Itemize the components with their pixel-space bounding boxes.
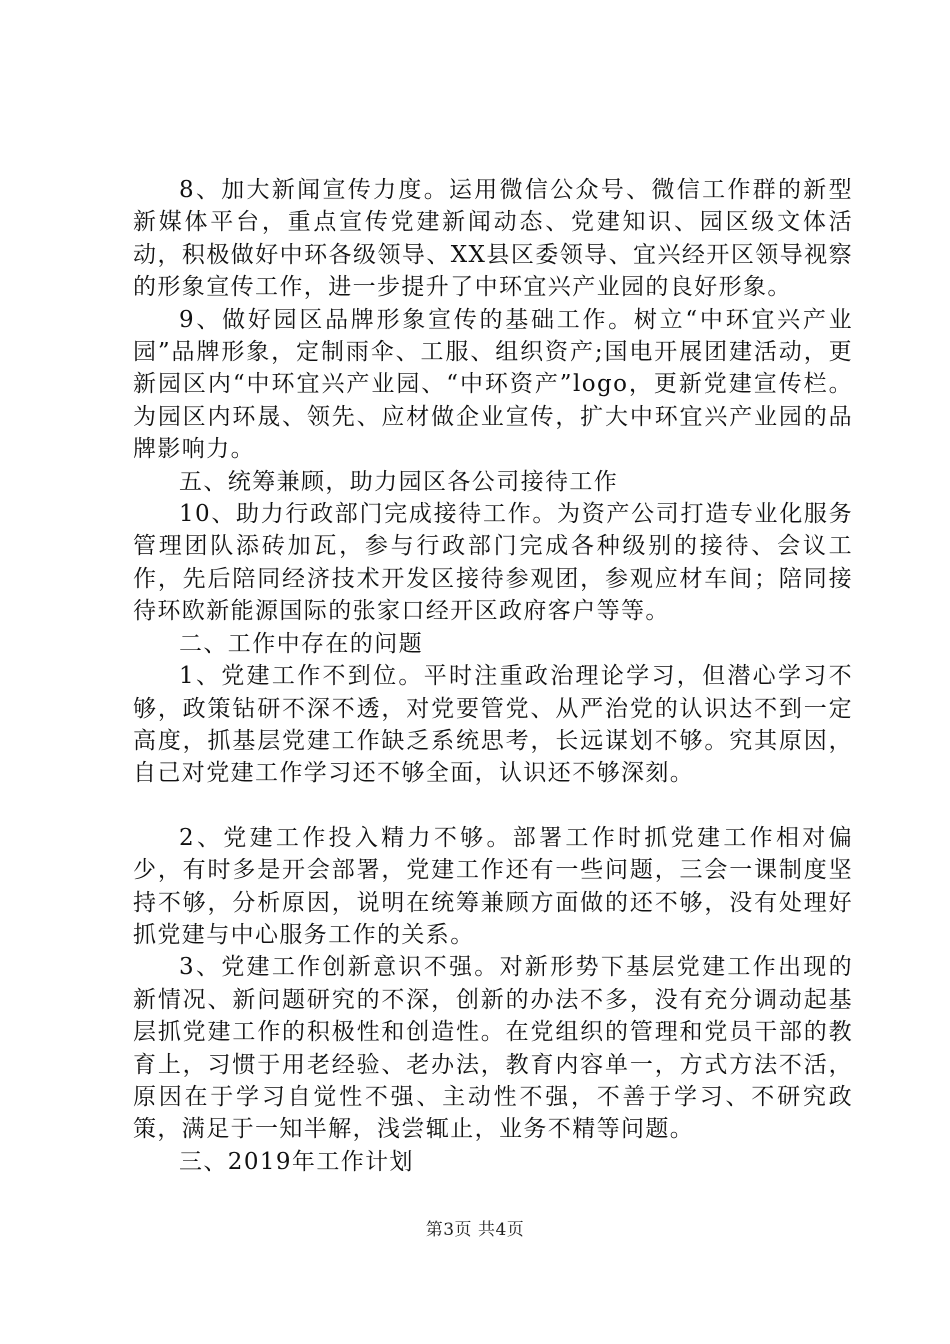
- paragraph-problem-1: 1、党建工作不到位。平时注重政治理论学习，但潜心学习不够，政策钻研不深不透，对党要管党、从严治党的认识达不到一定高度，抓基层党建工作缺乏系统思考，长远谋划不够。究其原因，自己对党建工作学习还不够全面，认识还不够深刻。: [133, 663, 853, 787]
- paragraph-problem-2: 2、党建工作投入精力不够。部署工作时抓党建工作相对偏少，有时多是开会部署，党建工作还有一些问题，三会一课制度坚持不够，分析原因，说明在统筹兼顾方面做的还不够，没有处理好抓党建与中心服务工作的关系。: [133, 824, 853, 948]
- paragraph-item-8: 8、加大新闻宣传力度。运用微信公众号、微信工作群的新型新媒体平台，重点宣传党建新闻动态、党建知识、园区级文体活动，积极做好中环各级领导、XX县区委领导、宜兴经开区领导视察的形象宣传工作，进一步提升了中环宜兴产业园的良好形象。: [133, 177, 853, 301]
- paragraph-item-9: 9、做好园区品牌形象宣传的基础工作。树立“中环宜兴产业园”品牌形象，定制雨伞、工服、组织资产;国电开展团建活动，更新园区内“中环宜兴产业园、“中环资产”logo，更新党建宣传栏。为园区内环晟、领先、应材做企业宣传，扩大中环宜兴产业园的品牌影响力。: [133, 306, 853, 463]
- document-body: [133, 174, 853, 1178]
- paragraph-gap: [133, 790, 853, 822]
- page-number-footer: 第3页 共4页: [425, 1220, 525, 1240]
- paragraph-problem-3: 3、党建工作创新意识不强。对新形势下基层党建工作出现的新情况、新问题研究的不深，创新的办法不多，没有充分调动起基层抓党建工作的积极性和创造性。在党组织的管理和党员干部的教育上，习惯于用老经验、老办法，教育内容单一，方式方法不活，原因在于学习自觉性不强、主动性不强，不善于学习、不研究政策，满足于一知半解，浅尝辄止，业务不精等问题。: [133, 954, 853, 1143]
- section-heading-plan: 三、2019年工作计划: [179, 1148, 414, 1175]
- section-heading-problems: 二、工作中存在的问题: [179, 630, 423, 657]
- paragraph-item-10: 10、助力行政部门完成接待工作。为资产公司打造专业化服务管理团队添砖加瓦，参与行政部门完成各种级别的接待、会议工作，先后陪同经济技术开发区接待参观团，参观应材车间；陪同接待环欧新能源国际的张家口经开区政府客户等等。: [133, 501, 853, 625]
- section-heading-five: 五、统筹兼顾，助力园区各公司接待工作: [179, 468, 619, 495]
